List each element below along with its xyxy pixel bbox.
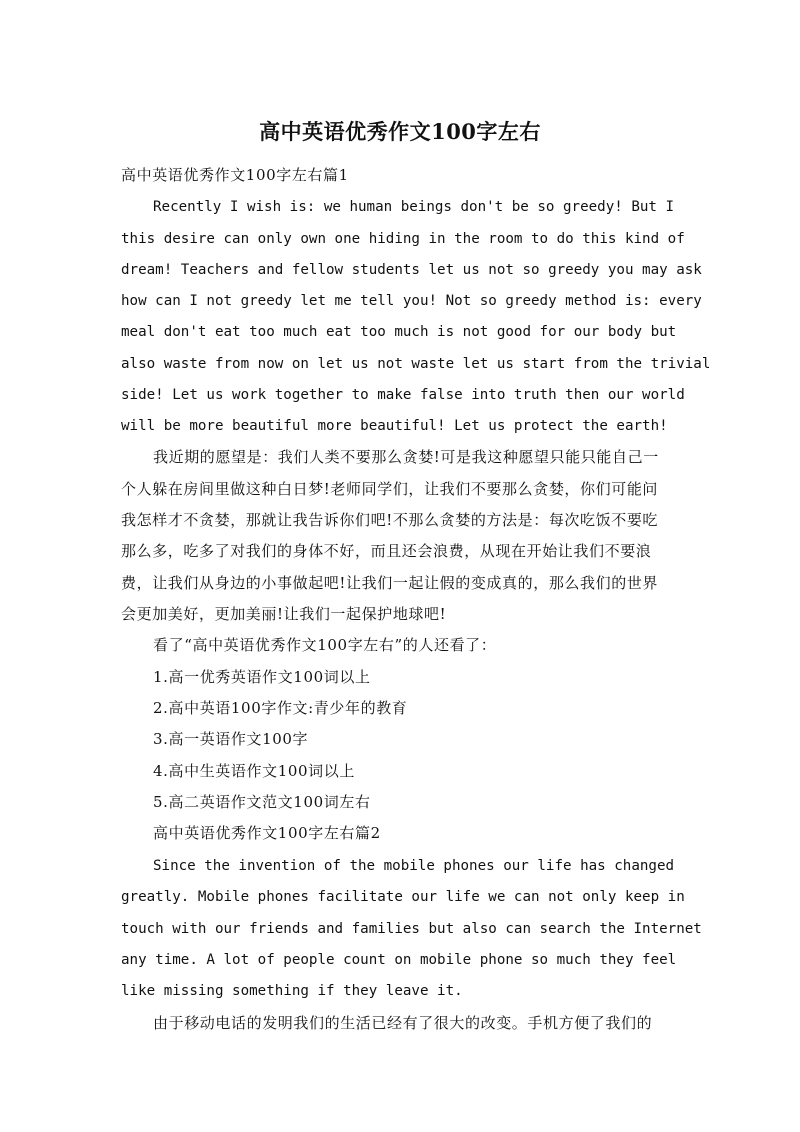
essay1-en-line: this desire can only own one hiding in the room to do this kind of	[121, 231, 685, 247]
essay1-zh-line: 个人躲在房间里做这种白日梦!老师同学们，让我们不要那么贪婪，你们可能问	[121, 480, 659, 498]
related-heading: 看了“高中英语优秀作文100字左右”的人还看了：	[153, 636, 497, 654]
related-link[interactable]: 4.高中生英语作文100词以上	[153, 762, 355, 780]
essay1-en-line: dream! Teachers and fellow students let us not so greedy you may ask	[121, 262, 702, 278]
essay2-zh-line: 由于移动电话的发明我们的生活已经有了很大的改变。手机方便了我们的	[153, 1014, 653, 1032]
essay1-en-line: Recently I wish is: we human beings don't be so greedy! But I	[153, 199, 675, 215]
essay1-en-line: will be more beautiful more beautiful! Let us protect the earth!	[121, 418, 668, 434]
essay1-en-line: also waste from now on let us not waste let us start from the trivial	[121, 356, 711, 372]
essay1-zh-line: 我怎样才不贪婪，那就让我告诉你们吧!不那么贪婪的方法是：每次吃饭不要吃	[121, 511, 659, 529]
essay1-en-line: how can I not greedy let me tell you! Not so greedy method is: every	[121, 293, 702, 309]
related-link[interactable]: 1.高一优秀英语作文100词以上	[153, 668, 371, 686]
essay1-en-line: meal don't eat too much eat too much is not good for our body but	[121, 324, 677, 340]
section-heading-2: 高中英语优秀作文100字左右篇2	[153, 824, 381, 842]
page-title: 高中英语优秀作文100字左右	[259, 119, 541, 144]
essay1-zh-line: 会更加美好，更加美丽!让我们一起保护地球吧!	[121, 605, 447, 623]
essay1-en-line: side! Let us work together to make false into truth then our world	[121, 387, 685, 403]
essay1-zh-line: 费，让我们从身边的小事做起吧!让我们一起让假的变成真的，那么我们的世界	[121, 574, 659, 592]
essay2-en-line: touch with our friends and families but also can search the Internet	[121, 921, 702, 937]
section-heading-1: 高中英语优秀作文100字左右篇1	[121, 166, 349, 184]
essay1-zh-line: 那么多，吃多了对我们的身体不好，而且还会浪费，从现在开始让我们不要浪	[121, 542, 652, 560]
related-link[interactable]: 5.高二英语作文范文100词左右	[153, 793, 371, 811]
related-link[interactable]: 3.高一英语作文100字	[153, 730, 309, 748]
essay2-en-line: Since the invention of the mobile phones our life has changed	[153, 858, 675, 874]
essay1-zh-line: 我近期的愿望是：我们人类不要那么贪婪!可是我这种愿望只能只能自己一	[153, 448, 659, 466]
related-link[interactable]: 2.高中英语100字作文:青少年的教育	[153, 699, 408, 717]
essay2-en-line: like missing something if they leave it.	[121, 983, 463, 999]
essay2-en-line: greatly. Mobile phones facilitate our life we can not only keep in	[121, 889, 685, 905]
essay2-en-line: any time. A lot of people count on mobile phone so much they feel	[121, 952, 677, 968]
